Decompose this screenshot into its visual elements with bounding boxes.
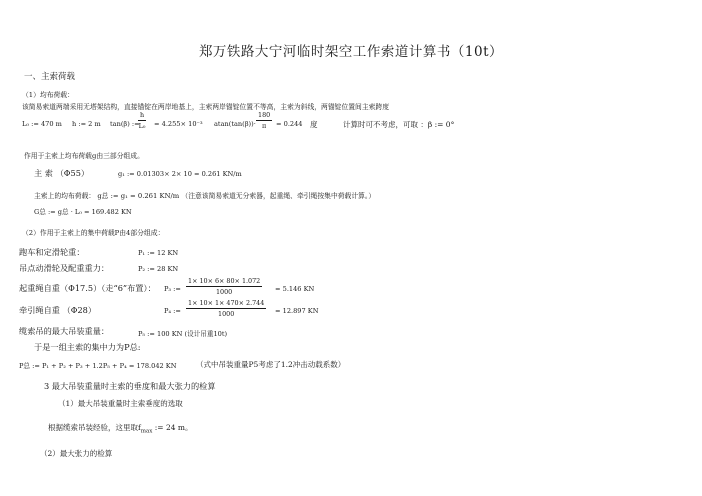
eq-tan-lhs: tan(β) := [110, 120, 140, 128]
sag-text: 根据缆索吊装经验，这里取f [48, 423, 141, 432]
p3-numerator: 1× 10× 6× 80× 1.072 [188, 277, 261, 285]
p2-label: 吊点动滑轮及配重重力： [19, 263, 110, 273]
subheading-uniform-load: （1）均布荷载： [22, 91, 74, 99]
sag-rest: := 24 m。 [152, 423, 193, 432]
sum-note: （式中吊装重量P5考虑了1.2冲击动载系数） [196, 360, 346, 369]
sag-subscript: max [140, 428, 153, 435]
section3-heading: 3 最大吊装重量时主索的垂度和最大张力的检算 [44, 381, 216, 391]
p4-label: 牵引绳自重 （Φ28） [19, 305, 97, 315]
p4-result: = 12.897 KN [275, 307, 319, 315]
G-total-formula: G总 := g总 · L₀ = 169.482 KN [34, 208, 132, 216]
eq-atan-denominator: π [262, 122, 267, 130]
p5-formula: P₅ := 100 KN (设计吊重10t) [138, 330, 228, 338]
main-rope-label: 主 索 （Φ55） [34, 168, 90, 178]
p1-formula: P₁ := 12 KN [138, 249, 179, 257]
p3-result: = 5.146 KN [275, 285, 315, 293]
eq-atan-numerator: 180 [258, 111, 271, 119]
p1-label: 跑车和定滑轮重： [19, 247, 85, 257]
eq-atan-result: = 0.244 [276, 120, 303, 128]
eq-note-beta: 计算时可不考虑，可取 ：β := 0° [343, 120, 455, 129]
p5-label: 缆索吊的最大吊装重量： [19, 326, 110, 336]
section3-sub2: （2）最大张力的检算 [40, 449, 113, 458]
p3-lhs: P₃ := [164, 285, 181, 293]
eq-unit-degree: 度 [310, 120, 318, 129]
sum-formula: P总 := P₁ + P₂ + P₃ + 1.2P₅ + P₄ = 178.042 KN [19, 362, 177, 370]
p4-lhs: P₄ := [164, 307, 181, 315]
uniform-load-line: 主索上的均布荷载： g总 := g₁ = 0.261 KN/m （注意该简易索道无分索器，起重绳、牵引绳按集中荷载计算。） [34, 192, 376, 200]
p3-label: 起重绳自重（Φ17.5）（走“6”布置）： [19, 283, 156, 293]
eq-tan-fraction [138, 111, 146, 130]
sum-intro: 于是一组主索的集中力为P总: [34, 342, 141, 352]
p4-numerator: 1× 10× 1× 470× 2.744 [188, 299, 265, 307]
composition-note: 作用于主索上均布荷载g由三部分组成。 [24, 152, 144, 160]
eq-tan-result: = 4.255× 10⁻³ [154, 120, 203, 128]
eq-atan-lhs: atan(tan(β))· [214, 120, 256, 128]
p3-denominator: 1000 [215, 288, 233, 296]
section-heading-main-load: 一、主索荷载 [24, 72, 76, 82]
eq-tan-denominator: L₀ [138, 122, 146, 130]
p2-formula: P₂ := 28 KN [138, 265, 179, 273]
p4-fraction [186, 299, 266, 318]
eq-tan-numerator: h [140, 111, 145, 119]
section3-sub1: （1）最大吊装重量时主索垂度的选取 [58, 399, 183, 408]
sag-selection-text [48, 422, 193, 435]
p3-fraction [186, 277, 262, 296]
g1-formula: g₁ := 0.01303× 2× 10 = 0.261 KN/m [118, 170, 242, 178]
page-title: 郑万铁路大宁河临时架空工作索道计算书（10t） [198, 44, 504, 60]
p4-denominator: 1000 [218, 310, 235, 318]
intro-paragraph: 该简易索道两端采用无塔架结构，直接锚锭在两岸地基上，主索两岸锚锭位置不等高，主索为斜线，两锚锭位置间主索跨度 [22, 103, 390, 111]
eq-h: h := 2 m [72, 120, 101, 128]
eq-atan-fraction [256, 111, 272, 130]
eq-L0: L₀ := 470 m [22, 120, 62, 128]
subheading-concentrated-load: （2）作用于主索上的集中荷载P由4部分组成： [22, 229, 165, 237]
